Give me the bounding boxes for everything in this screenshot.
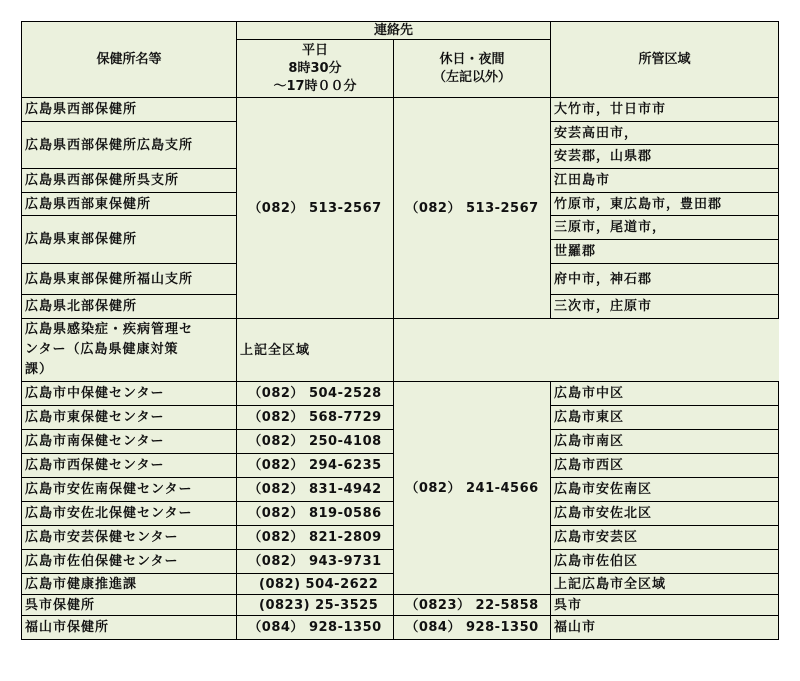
weekday-phone: （082） 819-0586: [237, 502, 394, 526]
weekday-phone: (082) 504-2622: [237, 574, 394, 595]
header-weekday-end: ～17時００分: [273, 78, 357, 94]
jurisdiction-area: 三原市，尾道市，: [551, 216, 779, 240]
weekday-phone: （082） 250-4108: [237, 430, 394, 454]
header-weekday-start: 8時30分: [288, 60, 342, 76]
jurisdiction-area: 広島市中区: [551, 382, 779, 406]
jurisdiction-area: 広島市安芸区: [551, 526, 779, 550]
facility-name: 広島市佐伯保健センター: [22, 550, 237, 574]
weekday-phone: (0823) 25-3525: [237, 595, 394, 616]
facility-name: 広島市健康推進課: [22, 574, 237, 595]
jurisdiction-area: 上記全区域: [237, 319, 394, 382]
header-weekday-column: [237, 40, 394, 98]
jurisdiction-area: 広島市安佐南区: [551, 478, 779, 502]
facility-name: 広島県東部保健所福山支所: [22, 264, 237, 295]
header-weekday-label: 平日: [301, 42, 328, 58]
facility-name: [22, 319, 237, 382]
jurisdiction-area: 広島市東区: [551, 406, 779, 430]
weekday-phone: （082） 821-2809: [237, 526, 394, 550]
weekday-phone: （082） 294-6235: [237, 454, 394, 478]
weekday-phone: （082） 943-9731: [237, 550, 394, 574]
jurisdiction-area: 世羅郡: [551, 240, 779, 264]
facility-name: 広島県北部保健所: [22, 295, 237, 319]
header-name-column: 保健所名等: [22, 22, 237, 98]
jurisdiction-area: 呉市: [551, 595, 779, 616]
jurisdiction-area: 広島市南区: [551, 430, 779, 454]
facility-name: 広島市安佐北保健センター: [22, 502, 237, 526]
jurisdiction-area: 竹原市，東広島市，豊田郡: [551, 193, 779, 216]
facility-name: 広島市中保健センター: [22, 382, 237, 406]
facility-name: 広島県西部保健所呉支所: [22, 169, 237, 193]
jurisdiction-area: 安芸高田市，: [551, 122, 779, 145]
jurisdiction-area: 安芸郡，山県郡: [551, 145, 779, 169]
city-holiday-phone: （082） 241-4566: [394, 382, 551, 595]
prefecture-weekday-phone: （082） 513-2567: [237, 98, 394, 319]
jurisdiction-area: 三次市，庄原市: [551, 295, 779, 319]
jurisdiction-area: 広島市佐伯区: [551, 550, 779, 574]
facility-name: 福山市保健所: [22, 616, 237, 640]
header-contact-group: 連絡先: [237, 22, 551, 40]
weekday-phone: （082） 831-4942: [237, 478, 394, 502]
facility-name: 広島県東部保健所: [22, 216, 237, 264]
facility-name: 広島市南保健センター: [22, 430, 237, 454]
jurisdiction-area: 府中市，神石郡: [551, 264, 779, 295]
header-holiday-label: 休日・夜間: [439, 51, 505, 67]
holiday-phone: （084） 928-1350: [394, 616, 551, 640]
jurisdiction-area: 大竹市，廿日市市: [551, 98, 779, 122]
facility-name: 広島県西部保健所広島支所: [22, 122, 237, 169]
facility-name-line: 広島県感染症・疾病管理セ: [25, 322, 194, 337]
weekday-phone: （084） 928-1350: [237, 616, 394, 640]
jurisdiction-area: 上記広島市全区域: [551, 574, 779, 595]
jurisdiction-area: 江田島市: [551, 169, 779, 193]
jurisdiction-area: 広島市安佐北区: [551, 502, 779, 526]
facility-name: 呉市保健所: [22, 595, 237, 616]
facility-name: 広島県西部東保健所: [22, 193, 237, 216]
header-holiday-note: （左記以外）: [433, 69, 512, 85]
facility-name: 広島市安佐南保健センター: [22, 478, 237, 502]
health-center-contact-table: [21, 21, 779, 640]
header-area-column: 所管区域: [551, 22, 779, 98]
prefecture-holiday-phone: （082） 513-2567: [394, 98, 551, 319]
facility-name-line: 課）: [25, 362, 54, 377]
holiday-phone: （0823） 22-5858: [394, 595, 551, 616]
weekday-phone: （082） 504-2528: [237, 382, 394, 406]
jurisdiction-area: 広島市西区: [551, 454, 779, 478]
facility-name: 広島県西部保健所: [22, 98, 237, 122]
facility-name: 広島市西保健センター: [22, 454, 237, 478]
facility-name-line: ンター（広島県健康対策: [25, 342, 179, 357]
weekday-phone: （082） 568-7729: [237, 406, 394, 430]
facility-name: 広島市東保健センター: [22, 406, 237, 430]
facility-name: 広島市安芸保健センター: [22, 526, 237, 550]
jurisdiction-area: 福山市: [551, 616, 779, 640]
header-holiday-column: [394, 40, 551, 98]
